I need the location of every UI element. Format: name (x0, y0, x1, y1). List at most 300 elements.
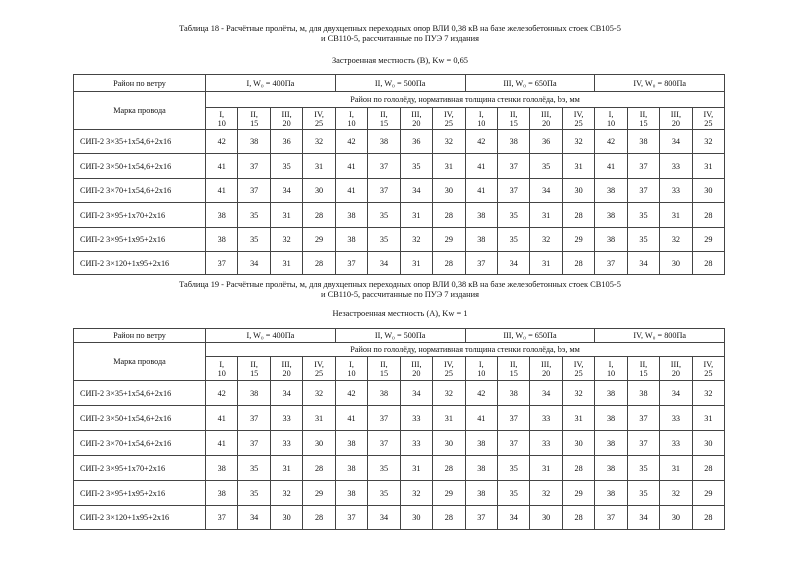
span-value: 34 (400, 179, 432, 203)
span-value: 32 (530, 481, 562, 506)
span-value: 38 (368, 381, 400, 406)
span-value: 37 (627, 406, 659, 431)
ice-region-cell (238, 108, 270, 130)
span-value: 37 (627, 154, 659, 179)
span-value: 29 (692, 481, 724, 506)
span-value: 32 (303, 381, 335, 406)
ice-region-cell (465, 357, 497, 381)
ice-region-cell (368, 108, 400, 130)
ice-region-label: I, (608, 359, 614, 369)
ice-region-cell (595, 357, 627, 381)
span-value: 34 (627, 252, 659, 275)
wire-type: СИП-2 3×50+1х54,6+2х16 (74, 154, 206, 179)
table-row (74, 481, 725, 506)
span-value: 34 (238, 506, 270, 530)
span-value: 37 (238, 154, 270, 179)
ice-region-label: III, (281, 109, 292, 119)
ice-region-label: IV, (573, 109, 584, 119)
span-value: 35 (498, 203, 530, 228)
wire-type: СИП-2 3×95+1х70+2х16 (74, 456, 206, 481)
table-19-terrain: Незастроенная местность (А), Kw = 1 (332, 309, 468, 318)
span-value: 37 (627, 431, 659, 456)
span-value: 31 (270, 252, 302, 275)
span-value: 37 (465, 252, 497, 275)
table-row (74, 431, 725, 456)
span-value: 32 (400, 228, 432, 252)
ice-region-cell (335, 357, 367, 381)
span-value: 29 (562, 481, 594, 506)
ice-thickness: 10 (217, 118, 226, 128)
span-value: 38 (206, 456, 238, 481)
span-value: 38 (627, 381, 659, 406)
span-value: 37 (206, 252, 238, 275)
span-value: 38 (465, 481, 497, 506)
span-value: 37 (368, 406, 400, 431)
ice-region-label: IV, (703, 359, 714, 369)
span-value: 28 (692, 203, 724, 228)
ice-region-label: I, (478, 359, 484, 369)
span-value: 30 (303, 431, 335, 456)
table-19-caption-line2: и СВ110-5, рассчитанные по ПУЭ 7 издания (321, 290, 479, 299)
ice-thickness: 10 (217, 368, 226, 378)
span-value: 38 (465, 228, 497, 252)
span-value: 38 (595, 406, 627, 431)
span-value: 38 (335, 481, 367, 506)
ice-thickness: 15 (639, 118, 648, 128)
ice-region-label: I, (608, 109, 614, 119)
span-value: 30 (433, 179, 465, 203)
span-value: 38 (206, 203, 238, 228)
span-value: 42 (206, 130, 238, 154)
span-value: 38 (368, 130, 400, 154)
span-value: 37 (335, 506, 367, 530)
table-row (74, 381, 725, 406)
span-value: 42 (465, 381, 497, 406)
span-value: 35 (627, 203, 659, 228)
ice-region-cell (498, 357, 530, 381)
span-value: 41 (206, 179, 238, 203)
wind-region-3: III, W₀ = 650Па (465, 75, 595, 92)
span-value: 28 (303, 203, 335, 228)
span-value: 33 (530, 406, 562, 431)
span-value: 31 (562, 154, 594, 179)
span-value: 36 (530, 130, 562, 154)
ice-thickness: 20 (542, 368, 551, 378)
span-value: 28 (562, 506, 594, 530)
span-value: 38 (335, 431, 367, 456)
span-value: 31 (270, 456, 302, 481)
ice-thickness: 20 (671, 368, 681, 378)
span-value: 30 (562, 431, 594, 456)
ice-region-cell (303, 108, 335, 130)
ice-region-cell (562, 108, 594, 130)
ice-thickness: 15 (379, 118, 389, 128)
span-value: 37 (627, 179, 659, 203)
ice-region-label: I, (349, 359, 354, 369)
table-18-caption-line1: Таблица 18 - Расчётные пролёты, м, для двухцепных переходных опор ВЛИ 0,38 кВ на базе железобетонных стоек СВ105-5 (179, 24, 621, 33)
ice-region-label: III, (411, 109, 422, 119)
ice-region-cell (627, 108, 659, 130)
ice-thickness: 15 (250, 118, 259, 128)
span-value: 31 (270, 203, 302, 228)
span-value: 31 (692, 154, 724, 179)
span-value: 30 (692, 431, 724, 456)
span-value: 34 (368, 252, 400, 275)
span-value: 35 (368, 481, 400, 506)
span-value: 34 (368, 506, 400, 530)
span-value: 41 (206, 154, 238, 179)
span-value: 37 (238, 406, 270, 431)
span-value: 30 (660, 252, 692, 275)
span-value: 37 (595, 252, 627, 275)
span-value: 35 (238, 456, 270, 481)
ice-region-cell (270, 357, 302, 381)
span-value: 42 (595, 130, 627, 154)
wire-type: СИП-2 3×70+1х54,6+2х16 (74, 179, 206, 203)
ice-region-cell (368, 357, 400, 381)
ice-region-cell (595, 108, 627, 130)
span-value: 34 (627, 506, 659, 530)
span-value: 31 (400, 456, 432, 481)
span-value: 37 (368, 154, 400, 179)
span-value: 38 (335, 228, 367, 252)
span-value: 31 (530, 252, 562, 275)
ice-thickness: 25 (704, 118, 713, 128)
ice-region-label: III, (670, 359, 682, 369)
ice-thickness: 25 (704, 368, 713, 378)
span-value: 28 (433, 203, 465, 228)
span-value: 33 (660, 406, 692, 431)
span-value: 34 (270, 179, 302, 203)
table-18-caption-line2: и СВ110-5, рассчитанные по ПУЭ 7 издания (321, 34, 479, 43)
ice-region-label: II, (509, 359, 518, 369)
span-value: 32 (692, 130, 724, 154)
ice-region-label: I, (219, 359, 225, 369)
span-value: 38 (498, 381, 530, 406)
span-value: 35 (368, 203, 400, 228)
span-value: 32 (400, 481, 432, 506)
span-value: 28 (303, 456, 335, 481)
ice-region-label: III, (670, 109, 682, 119)
span-value: 34 (400, 381, 432, 406)
span-value: 30 (660, 506, 692, 530)
span-value: 28 (692, 252, 724, 275)
ice-region-cell (433, 357, 465, 381)
span-value: 37 (498, 154, 530, 179)
span-value: 38 (335, 203, 367, 228)
span-value: 41 (206, 431, 238, 456)
span-value: 42 (206, 381, 238, 406)
ice-thickness: 25 (314, 118, 324, 128)
span-value: 31 (562, 406, 594, 431)
span-value: 31 (530, 203, 562, 228)
ice-region-label: IV, (444, 359, 454, 369)
span-value: 37 (498, 431, 530, 456)
table-row (74, 203, 725, 228)
ice-thickness: 20 (671, 118, 681, 128)
span-value: 30 (303, 179, 335, 203)
span-value: 29 (433, 481, 465, 506)
ice-region-label: III, (541, 359, 552, 369)
span-value: 38 (595, 456, 627, 481)
ice-thickness: 10 (477, 368, 486, 378)
ice-region-label: II, (380, 359, 388, 369)
ice-thickness: 20 (542, 118, 551, 128)
ice-region-label: III, (281, 359, 292, 369)
span-value: 35 (627, 481, 659, 506)
span-value: 33 (530, 431, 562, 456)
ice-region-cell (660, 108, 692, 130)
wire-type: СИП-2 3×95+1х95+2х16 (74, 481, 206, 506)
span-value: 33 (270, 431, 302, 456)
span-value: 38 (335, 456, 367, 481)
wind-region-1: I, W₀ = 400Па (206, 75, 336, 92)
span-value: 31 (692, 406, 724, 431)
span-value: 30 (562, 179, 594, 203)
span-value: 37 (595, 506, 627, 530)
ice-region-cell (465, 108, 497, 130)
span-value: 28 (562, 456, 594, 481)
ice-region-cell (692, 357, 724, 381)
span-value: 37 (238, 431, 270, 456)
span-value: 41 (595, 154, 627, 179)
ice-thickness: 15 (509, 368, 518, 378)
table-row (74, 252, 725, 275)
span-value: 31 (400, 252, 432, 275)
span-value: 28 (562, 203, 594, 228)
ice-region-label: III, (411, 359, 422, 369)
table-19-caption-line1: Таблица 19 - Расчётные пролёты, м, для двухцепных переходных опор ВЛИ 0,38 кВ на базе железобетонных стоек СВ105-5 (179, 280, 621, 289)
span-value: 28 (692, 506, 724, 530)
ice-thickness: 10 (347, 368, 356, 378)
span-value: 41 (465, 154, 497, 179)
ice-thickness: 20 (412, 368, 421, 378)
span-value: 28 (303, 252, 335, 275)
span-value: 38 (595, 431, 627, 456)
span-value: 42 (335, 130, 367, 154)
ice-region-label: IV, (314, 109, 324, 119)
ice-region-cell (692, 108, 724, 130)
span-value: 37 (368, 179, 400, 203)
ice-header: Район по гололёду, нормативная толщина стенки гололёда, bэ, мм (206, 92, 725, 108)
span-value: 42 (465, 130, 497, 154)
ice-region-cell (498, 108, 530, 130)
ice-region-cell (303, 357, 335, 381)
span-value: 34 (238, 252, 270, 275)
table-row (74, 179, 725, 203)
ice-thickness: 15 (250, 368, 259, 378)
ice-thickness: 10 (347, 118, 356, 128)
ice-region-cell (206, 357, 238, 381)
span-value: 35 (400, 154, 432, 179)
table-row (74, 506, 725, 530)
ice-thickness: 15 (379, 368, 389, 378)
span-value: 33 (400, 406, 432, 431)
span-value: 31 (660, 456, 692, 481)
span-value: 31 (660, 203, 692, 228)
ice-region-label: II, (380, 109, 388, 119)
span-value: 31 (400, 203, 432, 228)
ice-thickness: 15 (509, 118, 518, 128)
span-value: 32 (562, 130, 594, 154)
ice-thickness: 15 (639, 368, 648, 378)
ice-region-cell (238, 357, 270, 381)
span-value: 30 (400, 506, 432, 530)
ice-thickness: 25 (314, 368, 324, 378)
ice-region-cell (433, 108, 465, 130)
span-value: 28 (433, 252, 465, 275)
span-value: 28 (692, 456, 724, 481)
ice-region-label: I, (349, 109, 354, 119)
span-value: 31 (433, 406, 465, 431)
ice-thickness: 25 (574, 368, 583, 378)
span-value: 29 (562, 228, 594, 252)
ice-region-label: IV, (703, 109, 714, 119)
wire-header: Марка провода (74, 343, 206, 381)
span-value: 37 (498, 179, 530, 203)
wind-header: Район по ветру (74, 75, 206, 92)
span-value: 36 (270, 130, 302, 154)
span-value: 41 (206, 406, 238, 431)
span-value: 32 (270, 481, 302, 506)
span-value: 32 (692, 381, 724, 406)
table-18 (73, 74, 725, 275)
wire-type: СИП-2 3×95+1х70+2х16 (74, 203, 206, 228)
span-value: 41 (465, 179, 497, 203)
span-value: 28 (562, 252, 594, 275)
ice-thickness: 25 (444, 368, 453, 378)
wire-type: СИП-2 3×95+1х95+2х16 (74, 228, 206, 252)
span-value: 37 (206, 506, 238, 530)
span-value: 35 (368, 456, 400, 481)
span-value: 34 (660, 381, 692, 406)
span-value: 30 (270, 506, 302, 530)
ice-region-label: IV, (573, 359, 584, 369)
span-value: 35 (238, 203, 270, 228)
span-value: 34 (270, 381, 302, 406)
wire-type: СИП-2 3×35+1х54,6+2х16 (74, 381, 206, 406)
wire-type: СИП-2 3×35+1х54,6+2х16 (74, 130, 206, 154)
ice-thickness: 10 (606, 118, 616, 128)
ice-region-label: II, (639, 109, 648, 119)
span-value: 29 (433, 228, 465, 252)
table-row (74, 228, 725, 252)
span-value: 35 (627, 456, 659, 481)
span-value: 35 (498, 228, 530, 252)
span-value: 34 (530, 381, 562, 406)
ice-region-cell (270, 108, 302, 130)
table-row (74, 456, 725, 481)
ice-header: Район по гололёду, нормативная толщина стенки гололёда, bэ, мм (206, 343, 725, 357)
span-value: 41 (335, 154, 367, 179)
span-value: 34 (530, 179, 562, 203)
span-value: 31 (303, 154, 335, 179)
ice-region-label: I, (478, 109, 484, 119)
span-value: 35 (238, 481, 270, 506)
span-value: 38 (465, 203, 497, 228)
span-value: 41 (465, 406, 497, 431)
span-value: 38 (627, 130, 659, 154)
span-value: 38 (206, 228, 238, 252)
span-value: 38 (595, 381, 627, 406)
span-value: 35 (530, 154, 562, 179)
ice-region-label: III, (541, 109, 552, 119)
wire-type: СИП-2 3×120+1х95+2х16 (74, 506, 206, 530)
ice-region-label: II, (509, 109, 518, 119)
ice-region-label: II, (250, 359, 258, 369)
span-value: 32 (530, 228, 562, 252)
wire-type: СИП-2 3×70+1х54,6+2х16 (74, 431, 206, 456)
ice-thickness: 10 (477, 118, 486, 128)
span-value: 36 (400, 130, 432, 154)
span-value: 37 (498, 406, 530, 431)
span-value: 30 (692, 179, 724, 203)
span-value: 38 (595, 179, 627, 203)
span-value: 34 (498, 506, 530, 530)
span-value: 34 (660, 130, 692, 154)
span-value: 38 (238, 381, 270, 406)
ice-region-cell (627, 357, 659, 381)
ice-thickness: 20 (282, 118, 291, 128)
span-value: 28 (433, 456, 465, 481)
span-value: 31 (303, 406, 335, 431)
table-19 (73, 328, 725, 530)
span-value: 35 (270, 154, 302, 179)
span-value: 38 (498, 130, 530, 154)
ice-region-label: II, (250, 109, 258, 119)
span-value: 38 (465, 456, 497, 481)
span-value: 38 (595, 228, 627, 252)
span-value: 33 (660, 431, 692, 456)
span-value: 30 (530, 506, 562, 530)
span-value: 38 (595, 203, 627, 228)
span-value: 33 (660, 154, 692, 179)
ice-region-label: I, (219, 109, 225, 119)
ice-region-label: IV, (444, 109, 454, 119)
wind-region-1: I, W₀ = 400Па (206, 329, 336, 343)
span-value: 35 (368, 228, 400, 252)
ice-region-cell (660, 357, 692, 381)
span-value: 41 (335, 406, 367, 431)
span-value: 38 (595, 481, 627, 506)
span-value: 32 (660, 481, 692, 506)
span-value: 37 (465, 506, 497, 530)
span-value: 29 (303, 481, 335, 506)
span-value: 29 (303, 228, 335, 252)
span-value: 38 (465, 431, 497, 456)
wire-type: СИП-2 3×50+1х54,6+2х16 (74, 406, 206, 431)
wind-region-2: II, W₀ = 500Па (335, 329, 465, 343)
span-value: 33 (400, 431, 432, 456)
span-value: 38 (238, 130, 270, 154)
span-value: 29 (692, 228, 724, 252)
span-value: 32 (303, 130, 335, 154)
ice-thickness: 20 (412, 118, 421, 128)
wind-region-4: IV, W₀ = 800Па (595, 329, 725, 343)
span-value: 32 (562, 381, 594, 406)
span-value: 32 (433, 130, 465, 154)
span-value: 33 (270, 406, 302, 431)
wind-region-3: III, W₀ = 650Па (465, 329, 595, 343)
ice-region-cell (335, 108, 367, 130)
span-value: 37 (335, 252, 367, 275)
span-value: 30 (433, 431, 465, 456)
span-value: 42 (335, 381, 367, 406)
span-value: 35 (498, 481, 530, 506)
ice-thickness: 20 (282, 368, 291, 378)
wire-header: Марка провода (74, 92, 206, 130)
ice-region-cell (400, 108, 432, 130)
